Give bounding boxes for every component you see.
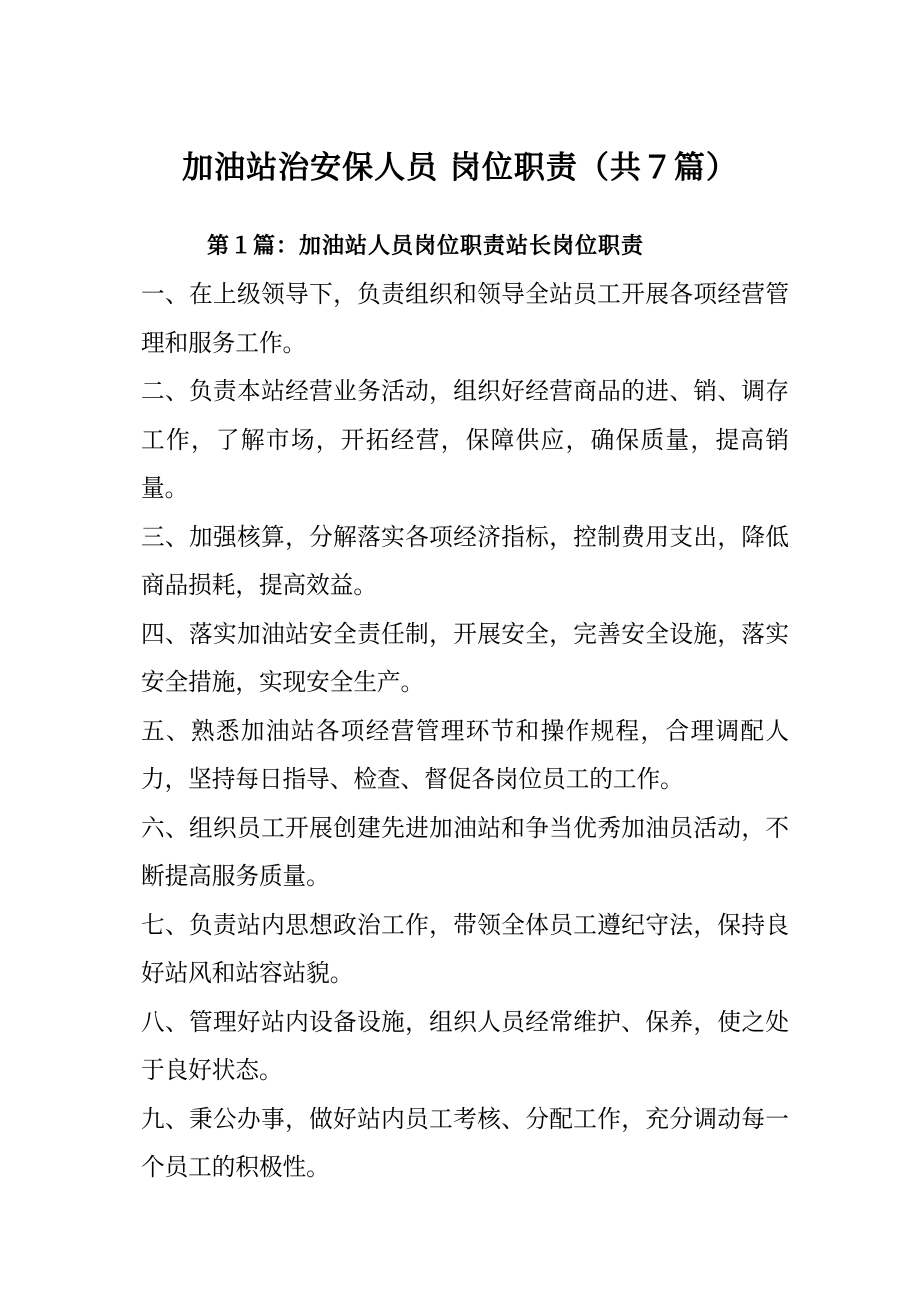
duty-item-5: 五、熟悉加油站各项经营管理环节和操作规程，合理调配人力，坚持每日指导、检查、督促各岗位员工的工作。 — [141, 716, 789, 793]
duty-item-8: 八、管理好站内设备设施，组织人员经常维护、保养，使之处于良好状态。 — [141, 1007, 789, 1084]
duty-item-6: 六、组织员工开展创建先进加油站和争当优秀加油员活动，不断提高服务质量。 — [141, 813, 789, 890]
duty-item-1: 一、在上级领导下，负责组织和领导全站员工开展各项经营管理和服务工作。 — [141, 280, 789, 357]
duty-item-2: 二、负责本站经营业务活动，组织好经营商品的进、销、调存工作，了解市场，开拓经营，保障供应，确保质量，提高销量。 — [141, 377, 789, 502]
duty-item-9: 九、秉公办事，做好站内员工考核、分配工作，充分调动每一个员工的积极性。 — [141, 1104, 789, 1181]
duty-item-4: 四、落实加油站安全责任制，开展安全，完善安全设施，落实安全措施，实现安全生产。 — [141, 619, 789, 696]
duty-list — [141, 270, 789, 1192]
document-title: 加油站治安保人员 岗位职责（共７篇） — [182, 150, 738, 186]
duty-item-3: 三、加强核算，分解落实各项经济指标，控制费用支出，降低商品损耗，提高效益。 — [141, 522, 789, 599]
duty-item-7: 七、负责站内思想政治工作，带领全体员工遵纪守法，保持良好站风和站容站貌。 — [141, 910, 789, 987]
section-heading: 第１篇：加油站人员岗位职责站长岗位职责 — [207, 233, 645, 259]
